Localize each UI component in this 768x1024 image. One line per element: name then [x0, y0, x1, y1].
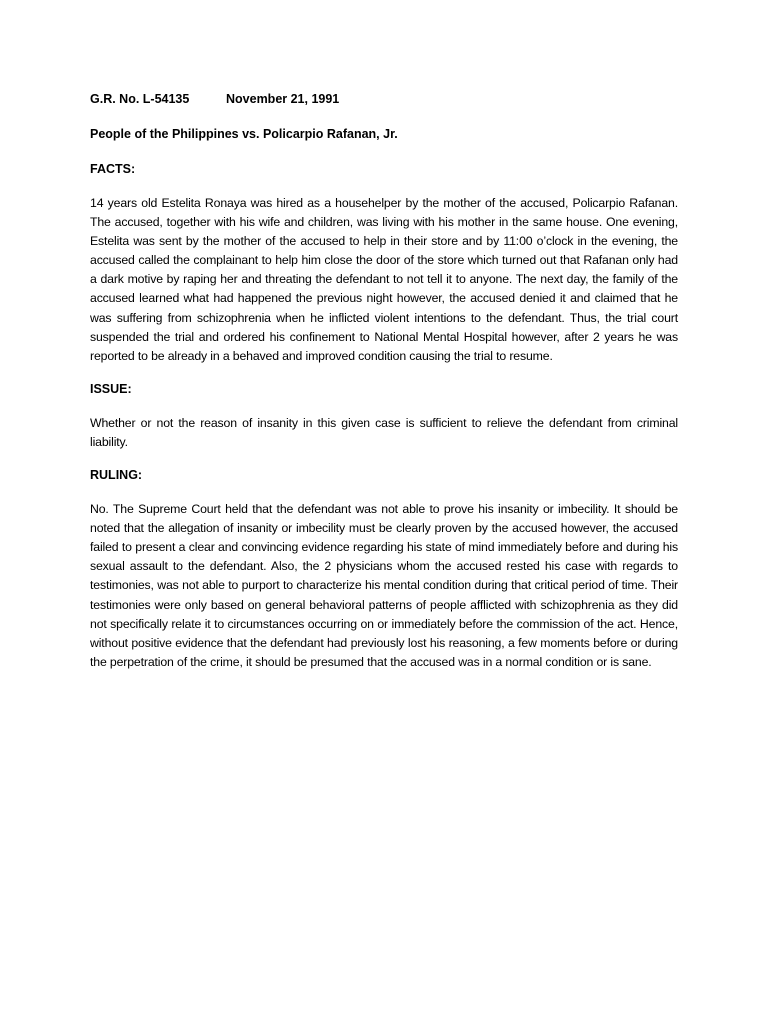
ruling-paragraph: No. The Supreme Court held that the defendant was not able to prove his insanity or imbecility. It should be noted that the allegation of insanity or imbecility must be clearly proven by the accused however, the accused failed to present a clear and convincing evidence regarding his state of mind immediately before and during his sexual assault to the defendant. Also, the 2 physicians whom the accused rested his case with regards to testimonies, was not able to purport to characterize his mental condition during that critical period of time. Their testimonies were only based on general behavioral patterns of people afflicted with schizophrenia as they did not specifically relate it to circumstances occurring on or immediately before the commission of the act. Hence, without positive evidence that the defendant had previously lost his reasoning, a few moments before or during the perpetration of the crime, it should be presumed that the accused was in a normal condition or is sane. — [90, 502, 678, 669]
issue-heading: ISSUE: — [90, 381, 132, 396]
facts-paragraph: 14 years old Estelita Ronaya was hired as a househelper by the mother of the accused, Policarpio Rafanan. The accused, together with his wife and children, was living with his mother in the same house. One evening, Estelita was sent by the mother of the accused to help in their store and by 11:00 o’clock in the evening, the accused called the complainant to help him close the door of the store which turned out that Rafanan only had a dark motive by raping her and threating the defendant to not tell it to anyone. The next day, the family of the accused learned what had happened the previous night however, the accused denied it and claimed that he was suffering from schizophrenia when he inflicted violent intentions to the defendant. Thus, the trial court suspended the trial and ordered his confinement to National Mental Hospital however, after 2 years he was reported to be already in a behaved and improved condition causing the trial to resume. — [90, 196, 678, 363]
case-title: People of the Philippines vs. Policarpio Rafanan, Jr. — [90, 127, 398, 141]
issue-paragraph: Whether or not the reason of insanity in this given case is sufficient to relieve the defendant from criminal liability. — [90, 415, 678, 449]
case-date: November 21, 1991 — [226, 92, 340, 106]
case-header — [90, 90, 678, 109]
ruling-heading: RULING: — [90, 468, 143, 483]
facts-heading: FACTS: — [90, 162, 136, 176]
case-number: G.R. No. L-54135 — [90, 92, 190, 106]
